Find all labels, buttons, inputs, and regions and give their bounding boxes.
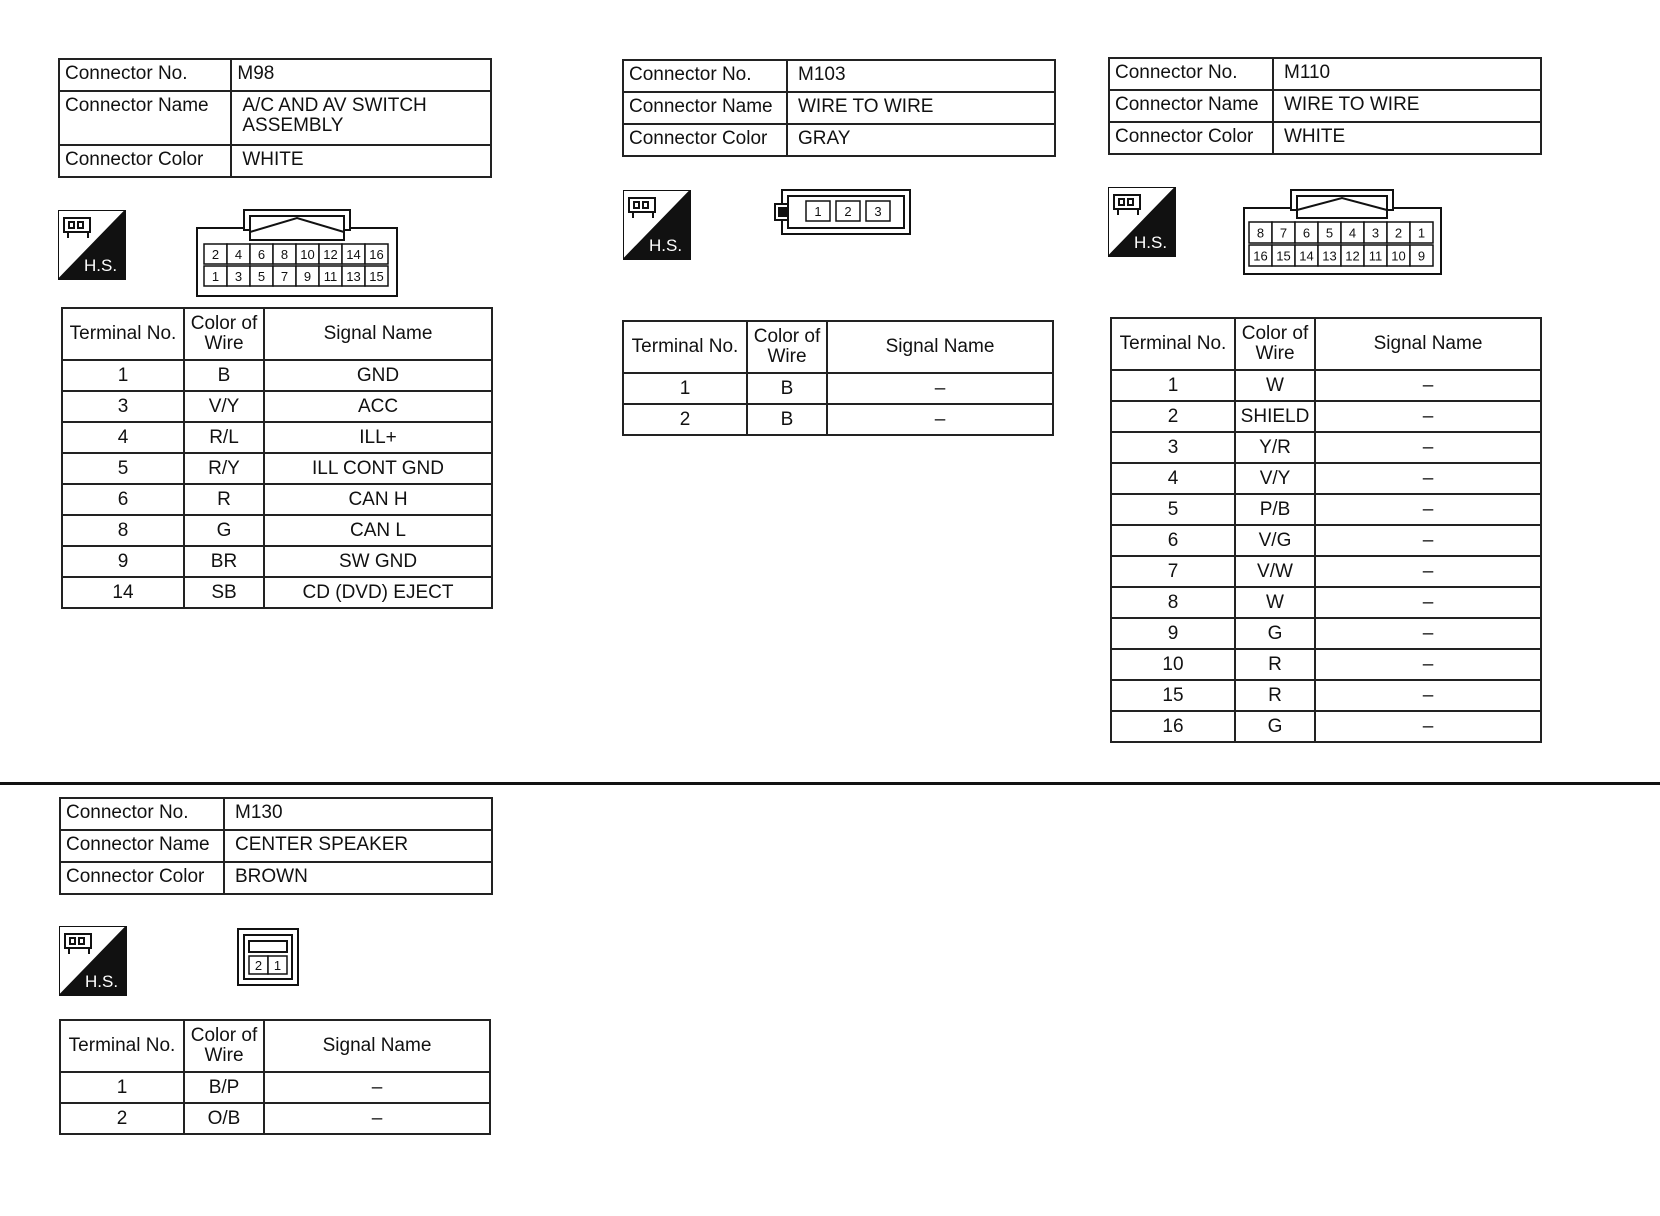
wire-color-cell: SHIELD [1235,401,1315,432]
info-row-color [1109,122,1541,154]
terminal-no-cell: 16 [1111,711,1235,742]
connector-info-table [58,58,492,178]
signal-name-cell: ACC [264,391,492,422]
wire-color-cell: G [184,515,264,546]
signal-name-header: Signal Name [264,1020,490,1072]
wire-color-cell: W [1235,370,1315,401]
pin-number: 16 [1253,248,1268,264]
hs-badge-label: H.S. [1134,233,1168,252]
signal-name-cell: – [1315,494,1541,525]
wire-color-header: Color of Wire [184,308,264,360]
info-row-name [623,92,1055,124]
wire-color-cell: R [1235,680,1315,711]
wire-color-cell: BR [184,546,264,577]
pin-number: 15 [369,269,384,284]
table-row [623,404,1053,435]
signal-name-cell: SW GND [264,546,492,577]
pin-number: 9 [1417,248,1426,264]
connector-no-label: Connector No. [1109,58,1273,90]
info-row-no [1109,58,1541,90]
terminal-no-cell: 9 [1111,618,1235,649]
connector-color-value: GRAY [787,124,1055,156]
wire-color-cell: B/P [184,1072,264,1103]
info-row-name [59,91,491,145]
wire-color-cell: V/Y [1235,463,1315,494]
terminal-table-m98 [61,307,493,609]
signal-name-cell: – [1315,525,1541,556]
pin-number: 3 [1371,225,1380,241]
connector-color-value: BROWN [224,862,492,894]
terminal-no-cell: 10 [1111,649,1235,680]
pin-number: 1 [273,958,282,973]
terminal-no-cell: 6 [1111,525,1235,556]
wire-color-cell: B [747,373,827,404]
wire-color-cell: R/L [184,422,264,453]
pin-number: 10 [1391,248,1406,264]
signal-name-cell: – [1315,556,1541,587]
wire-color-cell: V/G [1235,525,1315,556]
connector-m130 [59,797,493,895]
info-row-no [60,798,492,830]
wire-color-cell: V/Y [184,391,264,422]
signal-name-cell: CAN H [264,484,492,515]
pin-number: 6 [1302,225,1311,241]
wire-color-cell: R/Y [184,453,264,484]
table-row [1111,587,1541,618]
harness-side-badge [623,190,691,260]
terminal-no-cell: 7 [1111,556,1235,587]
signal-name-cell: – [1315,680,1541,711]
pin-number: 14 [346,247,361,262]
pin-number: 9 [303,269,312,284]
pin-number: 6 [257,247,266,262]
info-row-color [59,145,491,177]
signal-name-cell: GND [264,360,492,391]
wire-color-cell: G [1235,711,1315,742]
info-row-color [60,862,492,894]
table-row [1111,463,1541,494]
info-row-name [60,830,492,862]
pin-number: 1 [211,269,220,284]
pin-grid [806,201,890,221]
wire-color-cell: R [184,484,264,515]
signal-name-cell: – [1315,587,1541,618]
table-row [62,484,492,515]
table-row [1111,401,1541,432]
connector-color-label: Connector Color [59,145,231,177]
signal-name-cell: – [1315,649,1541,680]
table-row [1111,370,1541,401]
signal-name-cell: – [1315,463,1541,494]
connector-m98-face [196,208,400,298]
table-row [62,453,492,484]
pin-number: 12 [323,247,338,262]
signal-name-cell: – [827,373,1053,404]
terminal-no-header: Terminal No. [62,308,184,360]
terminal-no-cell: 14 [62,577,184,608]
table-row [62,391,492,422]
wire-color-header: Color of Wire [1235,318,1315,370]
pin-number: 14 [1299,248,1314,264]
connector-name-value: WIRE TO WIRE [787,92,1055,124]
wire-color-cell: G [1235,618,1315,649]
table-row [1111,680,1541,711]
terminal-no-cell: 8 [1111,587,1235,618]
pin-number: 5 [257,269,266,284]
table-row [1111,649,1541,680]
connector-info-table [1108,57,1542,155]
signal-name-cell: CD (DVD) EJECT [264,577,492,608]
terminal-no-cell: 4 [1111,463,1235,494]
pin-number: 15 [1276,248,1291,264]
connector-m103 [622,59,1056,157]
pin-number: 4 [234,247,243,262]
pin-number: 10 [300,247,315,262]
terminal-no-cell: 3 [62,391,184,422]
signal-name-cell: – [264,1072,490,1103]
pin-number: 8 [1256,225,1265,241]
pin-number: 7 [280,269,289,284]
pin-number: 2 [844,204,852,219]
terminal-no-cell: 9 [62,546,184,577]
info-row-no [623,60,1055,92]
hs-badge-label: H.S. [649,236,683,255]
terminal-no-cell: 2 [1111,401,1235,432]
table-row [62,360,492,391]
wire-color-header: Color of Wire [747,321,827,373]
terminal-table-m110 [1110,317,1542,743]
terminal-no-cell: 5 [62,453,184,484]
pin-number: 2 [1394,225,1403,241]
table-row [1111,618,1541,649]
wire-color-cell: W [1235,587,1315,618]
pin-number: 11 [1368,248,1383,264]
signal-name-cell: – [264,1103,490,1134]
pin-number: 5 [1325,225,1334,241]
pin-number: 4 [1348,225,1357,241]
connector-color-label: Connector Color [623,124,787,156]
connector-name-value: CENTER SPEAKER [224,830,492,862]
signal-name-cell: – [1315,401,1541,432]
wire-color-cell: O/B [184,1103,264,1134]
connector-no-label: Connector No. [60,798,224,830]
signal-name-cell: CAN L [264,515,492,546]
connector-color-label: Connector Color [60,862,224,894]
terminal-no-header: Terminal No. [60,1020,184,1072]
connector-m98 [58,58,492,178]
wire-color-cell: R [1235,649,1315,680]
terminal-no-cell: 8 [62,515,184,546]
connector-name-label: Connector Name [59,91,231,145]
connector-m103-face [774,188,912,236]
signal-name-header: Signal Name [264,308,492,360]
pin-number: 3 [234,269,243,284]
pin-number: 2 [254,958,263,973]
connector-m110 [1108,57,1542,155]
terminal-table-header [623,321,1053,373]
terminal-no-cell: 2 [60,1103,184,1134]
pin-number: 1 [1417,225,1426,241]
connector-no-label: Connector No. [623,60,787,92]
signal-name-header: Signal Name [1315,318,1541,370]
terminal-no-cell: 6 [62,484,184,515]
wire-color-cell: P/B [1235,494,1315,525]
connector-color-value: WHITE [1273,122,1541,154]
info-row-color [623,124,1055,156]
pin-number: 2 [211,247,220,262]
pin-number: 12 [1345,248,1360,264]
connector-no-value: M130 [224,798,492,830]
pin-number: 11 [323,269,338,284]
connector-name-value: WIRE TO WIRE [1273,90,1541,122]
signal-name-cell: – [1315,618,1541,649]
table-row [1111,432,1541,463]
connector-name-label: Connector Name [623,92,787,124]
pin-number: 16 [369,247,384,262]
pin-number: 8 [280,247,289,262]
terminal-table-header [1111,318,1541,370]
wire-color-cell: Y/R [1235,432,1315,463]
terminal-table-m103 [622,320,1054,436]
harness-side-badge [1108,187,1176,257]
connector-no-value: M103 [787,60,1055,92]
table-row [62,422,492,453]
connector-m130-face [237,928,301,988]
pin-number: 3 [874,204,882,219]
pin-number: 7 [1279,225,1288,241]
signal-name-cell: – [1315,370,1541,401]
connector-name-label: Connector Name [1109,90,1273,122]
connector-info-table [59,797,493,895]
table-row [62,515,492,546]
pin-number: 13 [1322,248,1337,264]
signal-name-cell: ILL CONT GND [264,453,492,484]
signal-name-cell: ILL+ [264,422,492,453]
wire-color-header: Color of Wire [184,1020,264,1072]
harness-side-badge [58,210,126,280]
table-row [60,1103,490,1134]
table-row [1111,556,1541,587]
terminal-no-cell: 1 [62,360,184,391]
terminal-no-cell: 1 [60,1072,184,1103]
terminal-no-cell: 1 [1111,370,1235,401]
terminal-no-cell: 3 [1111,432,1235,463]
terminal-no-header: Terminal No. [1111,318,1235,370]
terminal-table-header [60,1020,490,1072]
connector-no-label: Connector No. [59,59,231,91]
connector-no-value: M110 [1273,58,1541,90]
terminal-no-header: Terminal No. [623,321,747,373]
terminal-table-m130 [59,1019,491,1135]
table-row [62,577,492,608]
table-row [1111,525,1541,556]
connector-name-label: Connector Name [60,830,224,862]
connector-color-value: WHITE [231,145,491,177]
terminal-no-cell: 4 [62,422,184,453]
pin-number: 1 [814,204,822,219]
connector-no-value: M98 [231,59,491,91]
signal-name-cell: – [1315,432,1541,463]
terminal-no-cell: 2 [623,404,747,435]
terminal-no-cell: 1 [623,373,747,404]
hs-badge-label: H.S. [84,256,118,275]
signal-name-header: Signal Name [827,321,1053,373]
wire-color-cell: SB [184,577,264,608]
terminal-no-cell: 5 [1111,494,1235,525]
table-row [60,1072,490,1103]
connector-name-value: A/C AND AV SWITCH ASSEMBLY [231,91,491,145]
wire-color-cell: V/W [1235,556,1315,587]
table-row [62,546,492,577]
table-row [1111,711,1541,742]
table-row [1111,494,1541,525]
info-row-name [1109,90,1541,122]
signal-name-cell: – [1315,711,1541,742]
info-row-no [59,59,491,91]
table-row [623,373,1053,404]
terminal-no-cell: 15 [1111,680,1235,711]
terminal-table-header [62,308,492,360]
section-divider [0,782,1660,785]
connector-info-table [622,59,1056,157]
wire-color-cell: B [747,404,827,435]
pin-grid [249,956,287,974]
hs-badge-label: H.S. [85,972,119,991]
wire-color-cell: B [184,360,264,391]
connector-m110-face [1243,188,1443,276]
pin-number: 13 [346,269,361,284]
connector-color-label: Connector Color [1109,122,1273,154]
signal-name-cell: – [827,404,1053,435]
harness-side-badge [59,926,127,996]
